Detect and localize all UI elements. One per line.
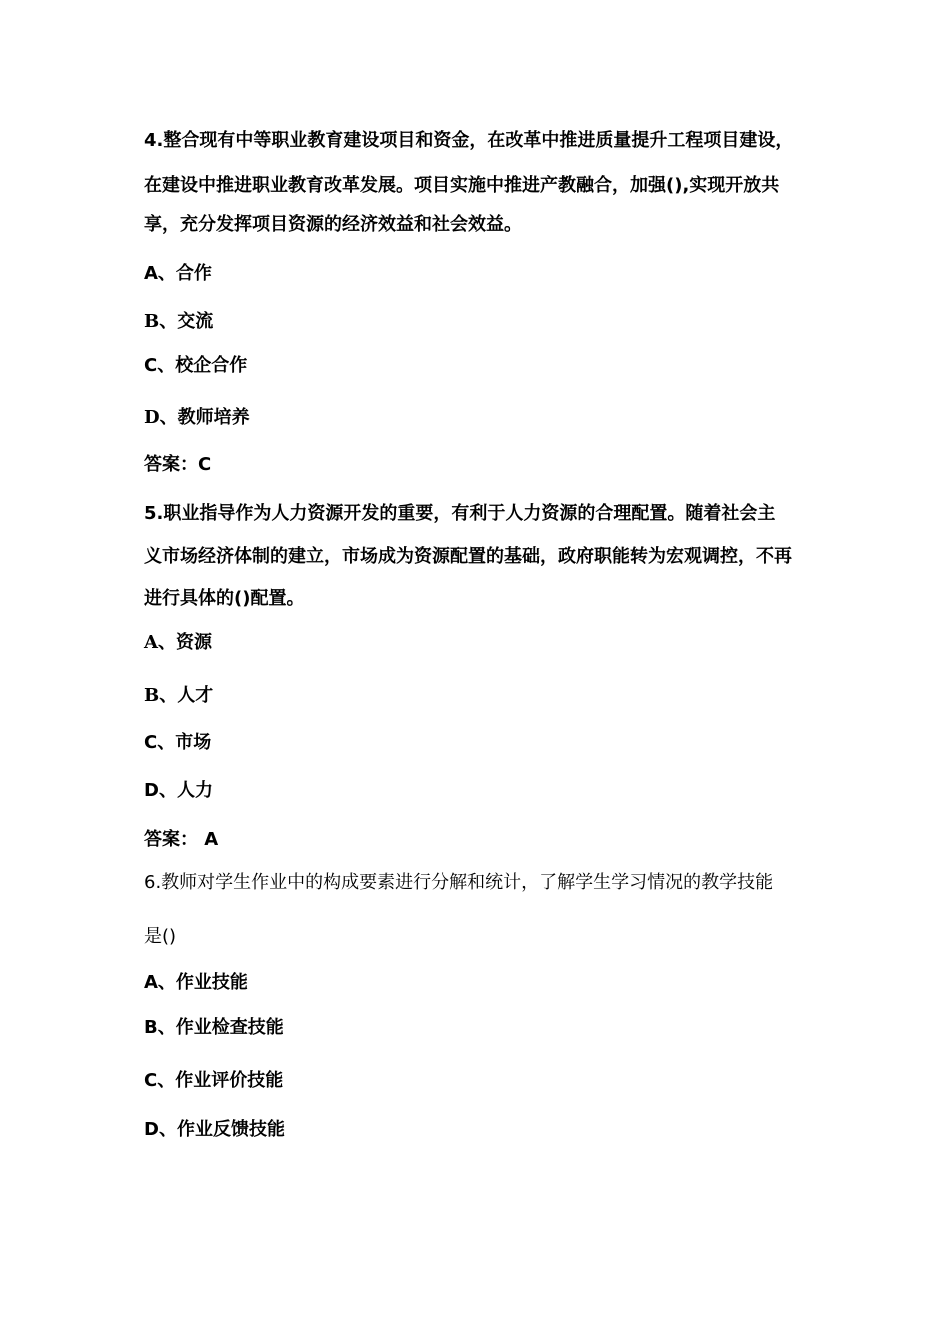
question-5-option-d: D、人力 — [144, 780, 213, 801]
question-4-stem-line-2: 在建设中推进职业教育改革发展。项目实施中推进产教融合，加强(),实现开放共 — [144, 175, 780, 196]
question-4-stem-line-1: 4.整合现有中等职业教育建设项目和资金，在改革中推进质量提升工程项目建设， — [144, 130, 794, 151]
question-6-option-a: A、作业技能 — [144, 972, 248, 993]
question-4-option-b: B、交流 — [144, 311, 214, 332]
question-5-stem-line-3: 进行具体的()配置。 — [144, 588, 305, 609]
question-4-stem-line-3: 享，充分发挥项目资源的经济效益和社会效益。 — [144, 214, 522, 235]
question-6-option-c: C、作业评价技能 — [144, 1070, 284, 1091]
question-4-option-c: C、校企合作 — [144, 355, 248, 376]
question-4-option-d: D、教师培养 — [144, 407, 250, 428]
question-5-option-c: C、市场 — [144, 732, 212, 753]
question-4-option-a: A、合作 — [144, 263, 212, 284]
question-6-stem-line-2: 是() — [144, 926, 177, 947]
question-6-option-d: D、作业反馈技能 — [144, 1119, 285, 1140]
question-5-stem-line-1: 5.职业指导作为人力资源开发的重要，有利于人力资源的合理配置。随着社会主 — [144, 503, 776, 524]
question-5-stem-line-2: 义市场经济体制的建立，市场成为资源配置的基础，政府职能转为宏观调控，不再 — [144, 546, 792, 567]
question-5-answer: 答案： A — [144, 829, 219, 850]
question-6-stem-line-1: 6.教师对学生作业中的构成要素进行分解和统计，了解学生学习情况的教学技能 — [144, 872, 774, 893]
question-6-option-b: B、作业检查技能 — [144, 1017, 284, 1038]
question-5-option-b: B、人才 — [144, 685, 214, 706]
question-5-option-a: A、资源 — [144, 632, 212, 653]
question-4-answer: 答案：C — [144, 454, 212, 475]
